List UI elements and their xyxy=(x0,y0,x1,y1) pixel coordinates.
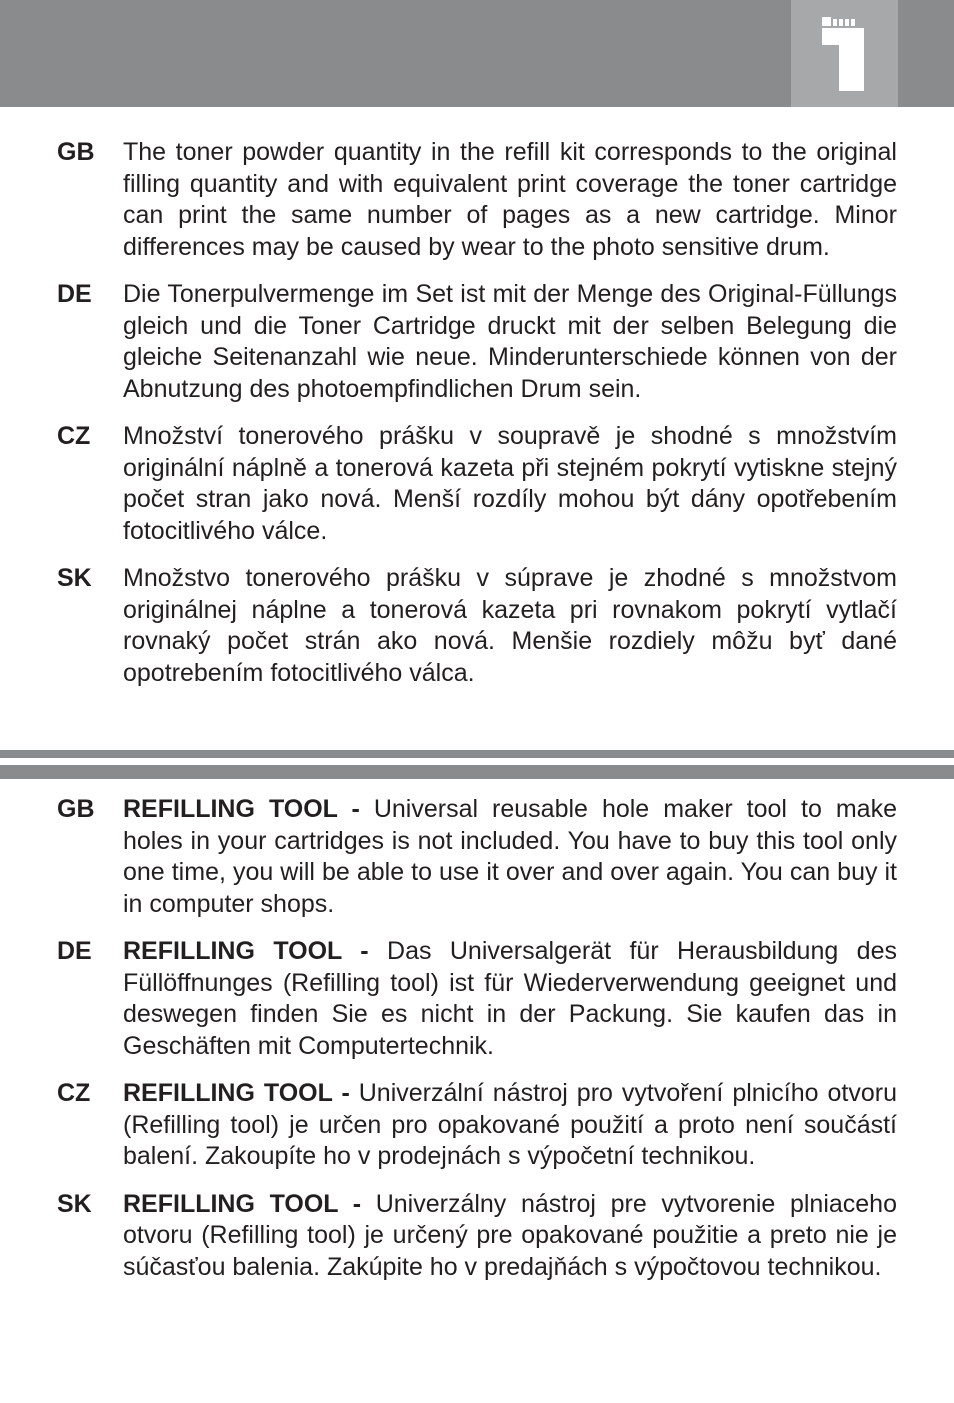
entry-de xyxy=(0,279,954,405)
divider-line xyxy=(0,750,954,758)
entry-de xyxy=(0,936,954,1062)
paragraph: Die Tonerpulvermenge im Set ist mit der Menge des Original-Füllungs gleich und die Toner Cartridge druckt mit der selben Belegung die gleiche Seitenanzahl wie neue. Minderunterschiede können von der Abnutzung des photoempfindlichen Drum sein. xyxy=(123,280,897,403)
language-code: GB xyxy=(57,795,95,823)
paragraph-body: Univerzálny nástroj pre vytvorenie plniaceho otvoru (Refilling tool) je určený pre opakované použitie a preto nie je súčasťou balenia. Zakúpite ho v predajňách s výpočtovou technikou. xyxy=(123,1189,897,1281)
entry-gb xyxy=(0,137,954,263)
paragraph xyxy=(123,1189,897,1284)
paragraph-body: Univerzální nástroj pro vytvoření plnicího otvoru (Refilling tool) je určen pro opakované použití a proto není součástí balení. Zakoupíte ho v prodejnách s výpočetní technikou. xyxy=(123,1079,897,1170)
paragraph-lead: REFILLING TOOL - xyxy=(123,1079,359,1107)
entry-gb xyxy=(0,794,954,920)
page-one-tab-icon xyxy=(791,0,898,107)
language-code: GB xyxy=(57,138,95,166)
paragraph: Množství tonerového prášku v soupravě je shodné s množstvím originální náplně a tonerová kazeta při stejném pokrytí vytiskne stejný počet stran jako nová. Menší rozdíly mohou být dány opotřebením fotocitlivého válce. xyxy=(123,422,897,545)
entry-sk xyxy=(0,1189,954,1284)
language-code: SK xyxy=(57,1189,92,1218)
paragraph-body: Universal reusable hole maker tool to make holes in your cartridges is not included. You have to buy this tool only one time, you will be able to use it over and over again. You can buy it in computer shops. xyxy=(123,795,897,918)
paragraph: Množstvo tonerového prášku v súprave je zhodné s množstvom originálnej náplne a tonerová kazeta pri rovnakom pokrytí vytlačí rovnaký počet strán ako nová. Menšie rozdiely môžu byť dané opotrebením fotocitlivého válca. xyxy=(123,564,897,687)
language-code: CZ xyxy=(57,1079,91,1107)
paragraph: The toner powder quantity in the refill kit corresponds to the original filling quantity and with equivalent print coverage the toner cartridge can print the same number of pages as a new cartridge. Minor differences may be caused by wear to the photo sensitive drum. xyxy=(123,138,897,261)
language-code: DE xyxy=(57,937,92,965)
paragraph xyxy=(123,1078,897,1173)
divider-bar xyxy=(0,765,954,779)
paragraph-lead: REFILLING TOOL - xyxy=(123,937,388,965)
section-refilling-tool xyxy=(0,794,954,1299)
language-code: DE xyxy=(57,280,92,308)
paragraph-lead: REFILLING TOOL - xyxy=(123,795,374,823)
entry-sk xyxy=(0,563,954,689)
page-number-tab xyxy=(791,0,898,107)
paragraph xyxy=(123,794,897,920)
language-code: CZ xyxy=(57,422,91,450)
section-toner-quantity xyxy=(0,137,954,705)
paragraph-body: Das Universalgerät für Herausbildung des Füllöffnunges (Refilling tool) ist für Wiederverwendung geeignet und deswegen finden Sie es nicht in der Packung. Sie kaufen das in Geschäften mit Computertechnik. xyxy=(123,937,897,1060)
entry-cz xyxy=(0,421,954,547)
paragraph-lead: REFILLING TOOL - xyxy=(123,1189,376,1218)
paragraph xyxy=(123,936,897,1062)
language-code: SK xyxy=(57,564,92,592)
entry-cz xyxy=(0,1078,954,1173)
